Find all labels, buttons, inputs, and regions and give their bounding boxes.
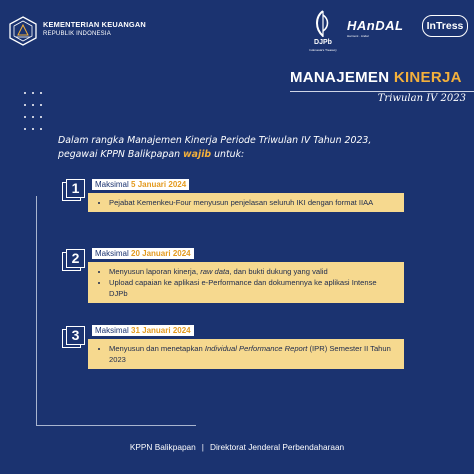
step-2-task-1 (109, 266, 396, 277)
intro-line-1: Dalam rangka Manajemen Kinerja Periode Triwulan IV Tahun 2023, (58, 135, 372, 146)
title-block (290, 66, 474, 116)
title-word-2: KINERJA (393, 69, 462, 86)
step-3-deadline (92, 325, 194, 336)
step-3-task-1-suffix: (IPR) Semester II Tahun 2023 (109, 344, 391, 364)
intro-text (58, 134, 458, 162)
intro-line-2 (58, 148, 458, 162)
footer (0, 442, 474, 452)
title-word-1: MANAJEMEN (290, 69, 390, 86)
step-2-deadline-label: Maksimal (95, 249, 132, 258)
step-1-number-badge (62, 179, 86, 203)
step-3-number: 3 (71, 327, 80, 343)
step-2-deadline-date: 20 Januari 2024 (131, 249, 191, 258)
intro-line-2-suffix: untuk: (211, 149, 245, 160)
step-2-task-box (88, 262, 404, 303)
step-1-deadline-label: Maksimal (95, 180, 132, 189)
ministry-name (43, 20, 146, 37)
step-1-task-box (88, 193, 404, 212)
page-title (290, 69, 462, 87)
footer-left: KPPN Balikpapan (129, 442, 196, 452)
step-2-number: 2 (71, 250, 80, 266)
djpb-tagline: Indonesia's Treasury (309, 48, 337, 52)
step-2-deadline (92, 248, 194, 259)
step-1-task-1: • Pejabat Kemenkeu-Four menyusun penjelasan seluruh IKI dengan format IIAA (109, 197, 396, 208)
step-1-deadline-date: 5 Januari 2024 (131, 180, 187, 189)
step-3-deadline-label: Maksimal (95, 326, 132, 335)
title-underline (290, 91, 474, 92)
intro-emphasis: wajib (183, 149, 212, 160)
ministry-line1: KEMENTERIAN KEUANGAN (43, 20, 146, 29)
handal-subtext: Harmoni · Andal (347, 34, 369, 38)
step-3-task-1 (109, 343, 396, 365)
step-1-number: 1 (71, 180, 80, 196)
step-3-deadline-date: 31 Januari 2024 (131, 326, 191, 335)
step-3-task-1-prefix: Menyusun dan menetapkan (109, 344, 205, 353)
step-2-task-2: • Upload capaian ke aplikasi e-Performance dan dokumennya ke aplikasi Intense DJPb (109, 277, 396, 299)
title-subtitle: Triwulan IV 2023 (377, 93, 466, 104)
handal-text: HAnDAL (347, 18, 404, 33)
djpb-name: DJPb (314, 39, 332, 46)
ministry-line2: REPUBLIK INDONESIA (43, 31, 111, 37)
intress-logo: InTress (422, 15, 468, 37)
handal-logo (347, 18, 403, 38)
decorative-dots (24, 92, 44, 130)
step-3-number-badge (62, 326, 86, 350)
step-3-task-box (88, 339, 404, 369)
frame-line-vertical (36, 196, 37, 426)
step-2-task-1-italic: raw data (200, 267, 230, 276)
step-3-task-1-italic: Individual Performance Report (204, 344, 308, 353)
step-1-deadline (92, 179, 189, 190)
djpb-logo (303, 9, 343, 55)
footer-separator: | (201, 442, 204, 452)
step-2-task-1-suffix: , dan bukti dukung yang valid (229, 267, 328, 276)
intro-line-2-prefix: pegawai KPPN Balikpapan (58, 149, 183, 160)
frame-line-horizontal (36, 425, 196, 426)
djpb-emblem-icon (303, 9, 343, 39)
footer-right: Direktorat Jenderal Perbendaharaan (209, 442, 345, 452)
step-2-number-badge (62, 249, 86, 273)
kemenkeu-emblem-icon (8, 16, 38, 46)
header (0, 0, 474, 62)
step-2-task-1-prefix: Menyusun laporan kinerja, (109, 267, 201, 276)
